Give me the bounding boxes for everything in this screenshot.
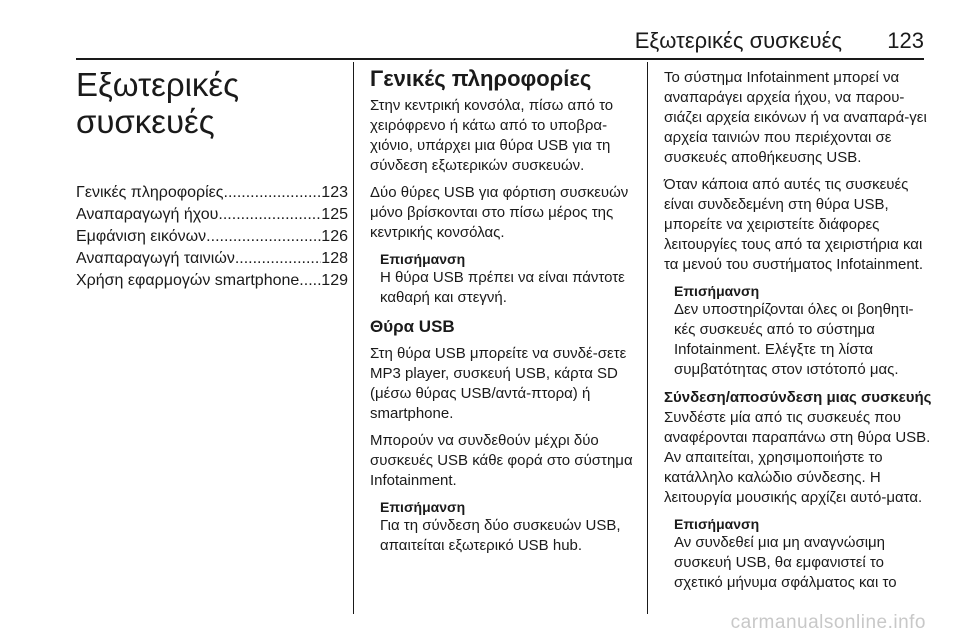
- note-title: Επισήμανση: [380, 499, 466, 515]
- running-title: Εξωτερικές συσκευές: [634, 28, 842, 53]
- toc-entry[interactable]: [76, 270, 348, 292]
- toc-leader: [299, 270, 321, 292]
- watermark: carmanualsonline.info: [730, 612, 926, 633]
- toc-entry[interactable]: [76, 226, 348, 248]
- note-text: Αν συνδεθεί μια μη αναγνώσιμη συσκευή USB, θα εμφανιστεί το σχετικό μήνυμα σφάλματος και το: [674, 534, 897, 591]
- note-text: Η θύρα USB πρέπει να είναι πάντοτε καθαρή και στεγνή.: [380, 269, 625, 306]
- note-box: [370, 250, 640, 308]
- note-box: [370, 498, 640, 556]
- toc-leader: [235, 248, 321, 270]
- paragraph: Μπορούν να συνδεθούν μέχρι δύο συσκευές USB κάθε φορά στο σύστημα Infotainment.: [370, 432, 633, 489]
- note-title: Επισήμανση: [674, 516, 760, 532]
- paragraph: Στην κεντρική κονσόλα, πίσω από το χειρόφρενο ή κάτω από το υποβρα-χιόνιο, υπάρχει μια θύρα USB για τη σύνδεση εξωτερικών συσκευών.: [370, 97, 614, 174]
- toc-label: Χρήση εφαρμογών smartphone: [76, 272, 300, 289]
- content-column-middle: [370, 62, 640, 564]
- toc-entry[interactable]: [76, 248, 348, 270]
- note-box: [664, 282, 932, 380]
- note-box: [664, 515, 932, 593]
- subsection-heading: Σύνδεση/αποσύνδεση μιας συσκευής: [664, 389, 932, 406]
- toc-label: Αναπαραγωγή ήχου: [76, 206, 219, 223]
- chapter-title: [76, 62, 348, 140]
- toc-page: 123: [321, 184, 348, 201]
- toc-page: 129: [321, 272, 348, 289]
- toc-label: Γενικές πληροφορίες: [76, 184, 224, 201]
- note-title: Επισήμανση: [380, 251, 466, 267]
- page-header: [0, 0, 960, 58]
- paragraph: Συνδέστε μία από τις συσκευές που αναφέρονται παραπάνω στη θύρα USB. Αν απαιτείται, χρησιμοποιήστε το κατάλληλο καλώδιο σύνδεσης. Η λειτουργία μουσικής αρχίζει αυτό-ματα.: [664, 409, 931, 506]
- toc-page: 125: [321, 206, 348, 223]
- chapter-title-line2: συσκευές: [76, 103, 215, 140]
- toc-entry[interactable]: [76, 182, 348, 204]
- toc-leader: [218, 204, 321, 226]
- paragraph: Δύο θύρες USB για φόρτιση συσκευών μόνο βρίσκονται στο πίσω μέρος της κεντρικής κονσόλας.: [370, 184, 629, 241]
- page-number: 123: [887, 28, 924, 53]
- toc-leader: [206, 226, 321, 248]
- chapter-column: [76, 62, 348, 292]
- note-text: Δεν υποστηρίζονται όλες οι βοηθητι-κές συσκευές από το σύστημα Infotainment. Ελέγξτε τη λίστα συμβατότητας στον ιστότοπό μας.: [674, 301, 914, 378]
- section-heading: Γενικές πληροφορίες: [370, 66, 592, 91]
- column-divider: [353, 62, 354, 614]
- chapter-title-line1: Εξωτερικές: [76, 66, 240, 103]
- note-text: Για τη σύνδεση δύο συσκευών USB, απαιτείται εξωτερικό USB hub.: [380, 517, 621, 554]
- content-column-right: [664, 62, 932, 601]
- toc-leader: [224, 182, 322, 204]
- toc-page: 126: [321, 228, 348, 245]
- header-rule: [76, 58, 924, 60]
- paragraph: Όταν κάποια από αυτές τις συσκευές είναι συνδεδεμένη στη θύρα USB, μπορείτε να χειριστείτε διάφορες λειτουργίες τους από τα χειριστήρια και τα μενού του συστήματος Infotainment.: [664, 176, 923, 273]
- paragraph: Στη θύρα USB μπορείτε να συνδέ-σετε MP3 player, συσκευή USB, κάρτα SD (μέσω θύρας USB/αντά-πτορα) ή smartphone.: [370, 345, 627, 422]
- toc-page: 128: [321, 250, 348, 267]
- toc-label: Αναπαραγωγή ταινιών: [76, 250, 235, 267]
- table-of-contents: [76, 182, 348, 292]
- subsection-heading: Θύρα USB: [370, 317, 455, 336]
- column-divider: [647, 62, 648, 614]
- toc-label: Εμφάνιση εικόνων: [76, 228, 207, 245]
- paragraph: Το σύστημα Infotainment μπορεί να αναπαράγει αρχεία ήχου, να παρου-σιάζει αρχεία εικόνων ή να αναπαρά-γει αρχεία ταινιών που περιέχονται σε συσκευές αποθήκευσης USB.: [664, 69, 927, 166]
- toc-entry[interactable]: [76, 204, 348, 226]
- note-title: Επισήμανση: [674, 283, 760, 299]
